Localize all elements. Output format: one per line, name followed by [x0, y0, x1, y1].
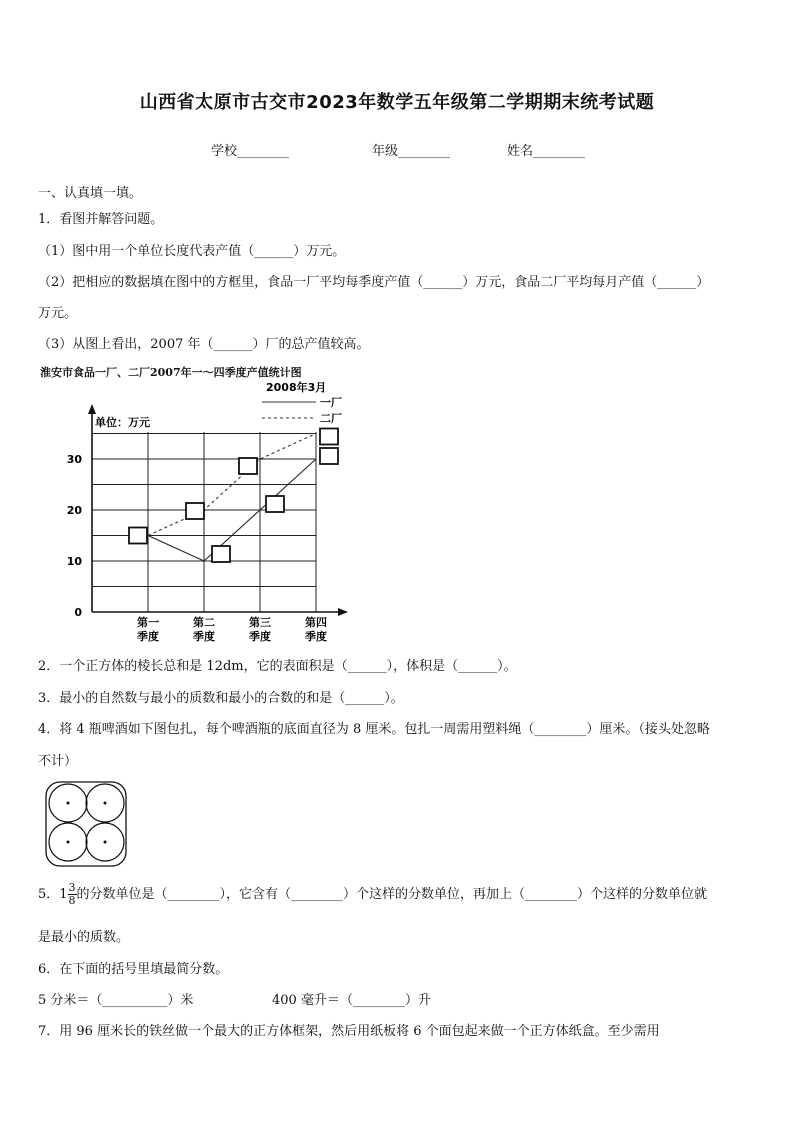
- question-3: 3．最小的自然数与最小的质数和最小的合数的和是（______）。: [38, 691, 404, 706]
- answer-box: [212, 546, 230, 562]
- x-tick-label: 季度: [193, 630, 215, 643]
- answer-box: [239, 458, 257, 474]
- x-axis-arrow: [338, 608, 348, 616]
- question-5-text: 的分数单位是（________），它含有（________）个这样的分数单位，再加上（________）个这样的分数单位就: [76, 887, 708, 902]
- y-axis-arrow: [88, 404, 96, 414]
- chart-grid: [92, 432, 316, 612]
- y-axis-label: 单位：万元: [95, 416, 150, 429]
- question-5: [38, 882, 707, 907]
- y-tick-label: 20: [66, 504, 82, 517]
- question-1-part-2-cont: 万元。: [38, 306, 78, 321]
- legend-label: 二厂: [320, 412, 342, 425]
- question-1-stem: 1．看图并解答问题。: [38, 212, 164, 227]
- x-tick-label: 第二: [193, 616, 215, 629]
- question-6-b: 400 毫升＝（________）升: [272, 993, 431, 1008]
- x-tick-label: 第一: [137, 616, 159, 629]
- question-4-cont: 不计）: [38, 754, 78, 769]
- question-4: 4．将 4 瓶啤酒如下图包扎，每个啤酒瓶的底面直径为 8 厘米。包扎一周需用塑料绳（________）厘米。（接头处忽略: [38, 722, 710, 737]
- bottle-center-dot: [104, 802, 107, 805]
- section-heading: 一、认真填一填。: [38, 186, 143, 201]
- x-tick-label: 季度: [249, 630, 271, 643]
- answer-box: [186, 503, 204, 519]
- question-1-part-3: （3）从图上看出，2007 年（______）厂的总产值较高。: [38, 337, 370, 352]
- question-6-a: 5 分米＝（__________）米: [38, 993, 194, 1008]
- x-tick-label: 第三: [249, 616, 271, 629]
- y-tick-labels: [67, 453, 83, 619]
- y-tick-label: 0: [74, 606, 82, 619]
- chart-subtitle: 2008年3月: [266, 381, 327, 394]
- y-tick-label: 10: [66, 555, 82, 568]
- page-title: 山西省太原市古交市2023年数学五年级第二学期期末统考试题: [139, 92, 655, 113]
- line-chart: [40, 376, 380, 648]
- question-1-part-1: （1）图中用一个单位长度代表产值（______）万元。: [38, 244, 346, 259]
- question-6-stem: 6．在下面的括号里填最简分数。: [38, 962, 229, 977]
- question-2: 2．一个正方体的棱长总和是 12dm，它的表面积是（______），体积是（______）。: [38, 659, 517, 674]
- question-5-cont: 是最小的质数。: [38, 930, 130, 945]
- answer-box: [129, 528, 147, 544]
- grade-field: 年级________: [372, 144, 451, 159]
- answer-boxes: [129, 429, 338, 563]
- bottle-center-dot: [104, 841, 107, 844]
- x-tick-label: 第四: [305, 616, 327, 629]
- answer-box: [266, 496, 284, 512]
- bottle-center-dot: [67, 802, 70, 805]
- school-field: 学校________: [211, 144, 290, 159]
- bottle-center-dot: [67, 841, 70, 844]
- answer-box: [320, 429, 338, 445]
- bottles-diagram: [44, 780, 130, 870]
- legend-label: 一厂: [320, 396, 342, 409]
- question-1-part-2: （2）把相应的数据填在图中的方框里，食品一厂平均每季度产值（______）万元，食品二厂平均每月产值（______）: [38, 275, 710, 290]
- x-tick-label: 季度: [305, 630, 327, 643]
- chart-title: 淮安市食品一厂、二厂2007年一～四季度产值统计图: [40, 366, 302, 379]
- fraction-numerator: 3: [68, 881, 76, 894]
- chart-legend: [262, 396, 342, 425]
- x-tick-labels: [137, 615, 327, 643]
- answer-box: [320, 448, 338, 464]
- chart-series: [148, 434, 316, 562]
- mixed-fraction: [68, 882, 77, 907]
- y-tick-label: 30: [66, 453, 82, 466]
- fraction-denominator: 8: [68, 894, 76, 907]
- question-7: 7．用 96 厘米长的铁丝做一个最大的正方体框架，然后用纸板将 6 个面包起来做一个正方体纸盒。至少需用: [38, 1024, 660, 1039]
- x-tick-label: 季度: [137, 630, 159, 643]
- rope-outline: [46, 782, 126, 866]
- name-field: 姓名________: [507, 144, 586, 159]
- question-5-prefix: 5．1: [38, 887, 68, 902]
